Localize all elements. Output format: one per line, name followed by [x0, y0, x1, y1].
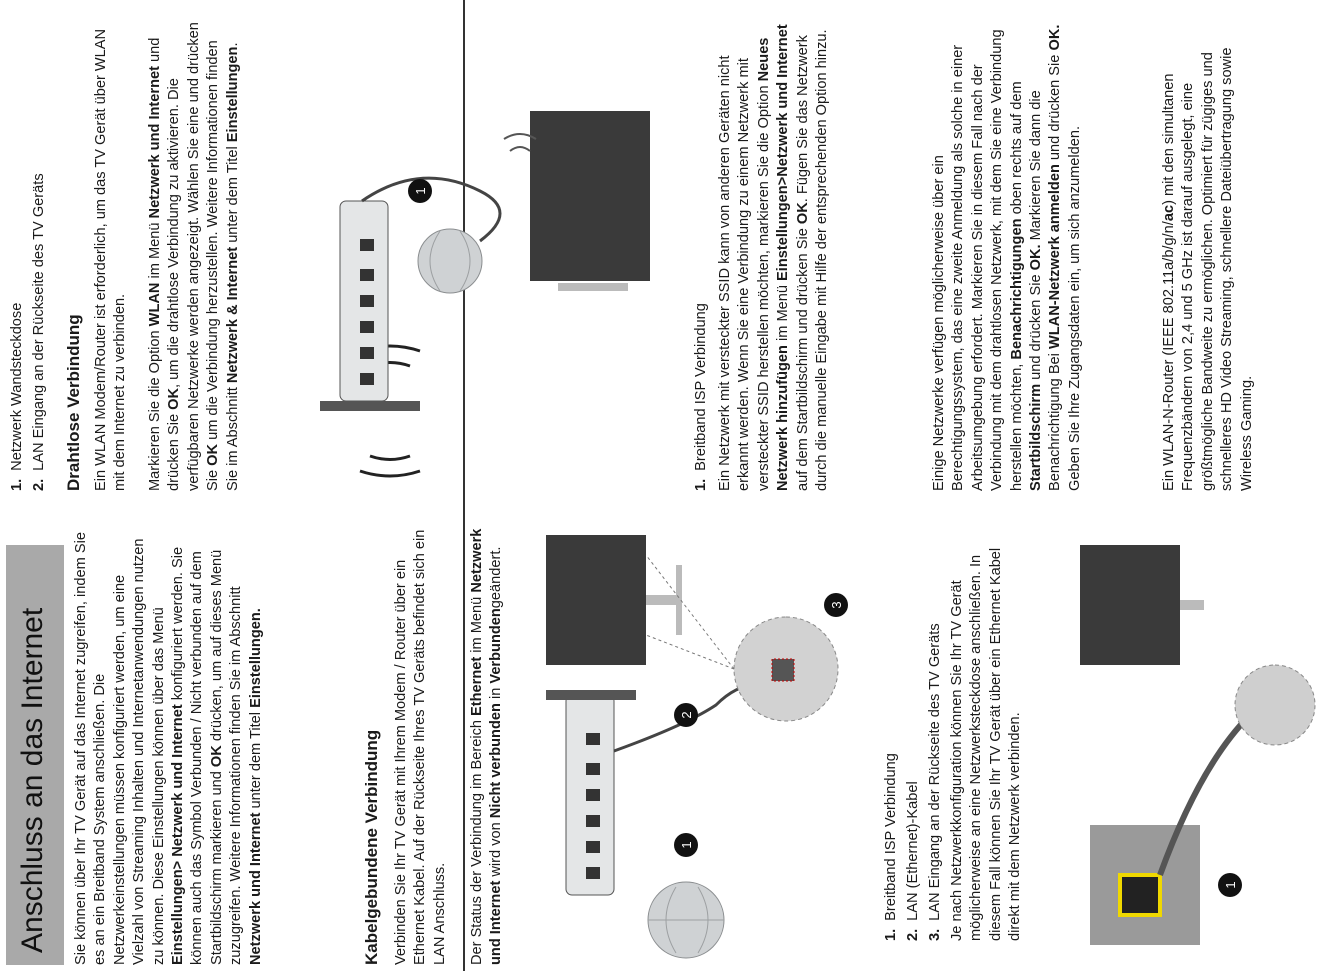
wireless-text: und drücken Sie — [1047, 50, 1064, 165]
tv-icon — [1080, 545, 1204, 665]
callout-1 — [674, 833, 698, 857]
wired-text: Der Status der Verbindung im Bereich — [469, 715, 485, 965]
lan-port-zoom — [1235, 665, 1315, 745]
svg-text:2: 2 — [679, 711, 694, 719]
wireless-paragraph-1: Ein WLAN Modem/Router ist erforderlich, um das TV Gerät über WLAN mit dem Internet zu verbinden. — [93, 28, 129, 491]
wireless-text: Geben Sie Ihre Zugangsdaten ein, um sich anzumelden. — [1066, 125, 1083, 491]
wireless-text: und drücken Sie — [147, 37, 183, 491]
legend-item: 1.Breitband ISP Verbindung — [693, 303, 709, 491]
intro-text: unter dem Titel — [247, 707, 264, 813]
callout-2 — [674, 703, 698, 727]
wired-bold: Ethernet — [469, 656, 485, 716]
intro-text: Sie können über Ihr TV Gerät auf das Internet zugreifen, indem Sie es an ein Breitband System anschließen. Die Netzwerkeinstellungen müssen konfiguriert werden, um eine Vielzahl von Streaming Inhalten und Internetanwendungen nutzen zu können. Diese Einstellungen können über das Menü — [73, 532, 167, 965]
wireless-text: im Menü — [775, 280, 792, 346]
wired-paragraph-3: Je nach Netzwerkkonfiguration können Sie Ihr TV Gerät möglicherweise an eine Netzwerksteckdose anschließen. In diesem Fall können Sie Ihr TV Gerät über ein Ethernet Kabel direkt mit dem Netzwerk verbinden. — [949, 547, 1024, 941]
wireless-text: auf dem Startbildschirm und drücken Sie — [794, 224, 811, 491]
legend-item: 2.LAN Eingang an der Rückseite des TV Geräts — [31, 173, 47, 491]
wireless-bold: Benachrichtigungen — [1008, 218, 1025, 360]
intro-bold: Netzwerk und Internet — [247, 812, 264, 965]
wireless-text: Markieren Sie die Option — [147, 326, 163, 491]
wireless-bold: OK — [794, 202, 811, 225]
wireless-bold: ac — [1161, 204, 1177, 222]
wireless-text: Ein WLAN-N-Router (IEEE 802.11a/b/g/n/ — [1161, 221, 1177, 491]
wired-text: in — [488, 683, 505, 704]
callout-1 — [1218, 873, 1242, 897]
wireless-bold: Startbildschirm — [1028, 383, 1045, 491]
intro-bold: Einstellungen. — [247, 608, 264, 708]
globe-icon — [648, 882, 724, 958]
wireless-paragraph-4 — [930, 21, 1085, 491]
wireless-heading: Drahtlose Verbindung — [64, 314, 83, 491]
wireless-bold: Netzwerk & Internet — [224, 246, 241, 384]
wired-bold: Verbunden — [488, 608, 505, 684]
wireless-bold: OK — [166, 387, 183, 410]
intro-bold: OK — [208, 745, 225, 768]
wireless-bold: WLAN-Netzwerk anmelden — [1047, 164, 1064, 350]
wired-bold: Netzwerk und Internet — [469, 528, 505, 965]
wired-text: wird von — [488, 818, 505, 881]
wireless-text: und drücken Sie — [1028, 270, 1045, 384]
wireless-paragraph-2 — [146, 21, 243, 491]
legend-item: 1.Breitband ISP Verbindung — [883, 753, 899, 941]
svg-text:3: 3 — [829, 601, 844, 609]
wireless-text: oben rechts auf dem — [1008, 81, 1025, 219]
callout-1 — [408, 179, 432, 203]
page-title: Anschluss an das Internet — [16, 607, 49, 953]
wireless-text: Markieren Sie dann die Benachrichtigung Bei — [1028, 90, 1064, 491]
wireless-text: unter dem Titel — [224, 142, 241, 247]
wireless-text: im Menü — [147, 218, 163, 283]
wireless-text: . Fügen Sie das Netzwerk durch die manuelle Eingabe mit Hilfe der entsprechenden Option hinzu. — [794, 29, 831, 491]
svg-text:1: 1 — [1223, 881, 1238, 889]
wireless-text: Einige Netzwerke verfügen möglicherweise über ein Berechtigungssystem, das eine zweite Anmeldung als solche in einer Arbeitsumgebung erfordert. Markieren Sie in diesem Fall nach der Verbindung mit dem drahtlosen Netzwerk, mit dem Sie eine Verbindung herstellen möchten, — [931, 29, 1025, 491]
intro-text: konfiguriert werden. Sie können auch das Symbol Verbunden / Nicht verbunden auf dem Startbildschirm markieren und — [170, 546, 225, 965]
wireless-text: ) mit den simultanen Frequenzbändern von 2,4 und 5 GHz ist darauf ausgelegt, eine größtmögliche Bandweite zu ermöglichen. Optimiert für zügiges und schnelleres HD Video Streaming, schnellere Dateiübertragung sowie Wireless Gaming. — [1161, 47, 1255, 491]
wireless-text: , um die drahtlose Verbindung zu aktivieren. Die verfügbaren Netzwerke werden angezeigt. Wählen Sie eine und drücken Sie — [166, 22, 222, 491]
wireless-bold: Einstellungen — [224, 46, 241, 143]
svg-text:1: 1 — [679, 841, 694, 849]
wireless-bold: Neues Netzwerk hinzufügen — [755, 37, 792, 491]
wireless-diagram — [300, 21, 670, 491]
svg-text:1: 1 — [413, 187, 428, 195]
wireless-legend — [690, 21, 712, 491]
legend-item: 2.LAN (Ethernet)-Kabel — [905, 781, 921, 941]
globe-icon — [418, 229, 482, 293]
tv-icon — [504, 111, 650, 291]
top-legend — [6, 11, 50, 491]
intro-paragraph — [72, 525, 266, 965]
wireless-bold: OK. — [1047, 24, 1064, 51]
wired-text: im Menü — [469, 592, 485, 657]
legend-item: 1.Netzwerk Wandsteckdose — [9, 302, 25, 491]
wireless-bold: WLAN — [147, 282, 163, 327]
title-banner — [6, 545, 64, 965]
wired-legend — [880, 521, 946, 941]
wireless-paragraph-5 — [1160, 21, 1257, 491]
wireless-bold: Einstellungen>Netzwerk und Internet — [775, 24, 792, 281]
wall-socket-diagram — [1060, 525, 1320, 965]
wired-diagram — [536, 525, 866, 965]
callout-3 — [824, 593, 848, 617]
wireless-bold: OK. — [1028, 244, 1045, 271]
intro-bold: Einstellungen> Netzwerk und Internet — [170, 704, 187, 965]
wireless-text: . — [224, 42, 241, 47]
wireless-bold: Netzwerk und Internet — [147, 66, 163, 219]
wireless-paragraph-3 — [716, 21, 832, 491]
wired-paragraph-1: Verbinden Sie Ihr TV Gerät mit Ihrem Modem / Router über ein Ethernet Kabel. Auf der Rückseite Ihres TV Geräts befindet sich ein LAN Anschluss. — [393, 529, 448, 965]
wired-heading: Kabelgebundene Verbindung — [362, 729, 381, 965]
wireless-bold: OK — [205, 443, 222, 466]
wired-text: geändert. — [488, 546, 505, 609]
wireless-text: um die Verbindung herzustellen. Weitere Informationen finden Sie im Abschnitt — [205, 40, 241, 491]
legend-item: 3.LAN Eingang an der Rückseite des TV Geräts — [927, 623, 943, 941]
wired-bold: Nicht verbunden — [488, 703, 505, 819]
wireless-text: Ein Netzwerk mit versteckter SSID kann von anderen Geräten nicht erkannt werden. Wenn Sie eine Verbindung zu einem Netzwerk mit versteckter SSID herstellen möchten, markieren Sie die Option — [717, 55, 772, 491]
lan-port-icon — [772, 659, 794, 681]
router-icon — [546, 690, 636, 895]
tv-icon — [546, 535, 682, 665]
intro-text: drücken, um auf dieses Menü zuzugreifen. Weitere Informationen finden Sie im Abschnitt — [208, 549, 245, 965]
router-icon — [320, 201, 420, 411]
wired-paragraph-2 — [468, 525, 507, 965]
